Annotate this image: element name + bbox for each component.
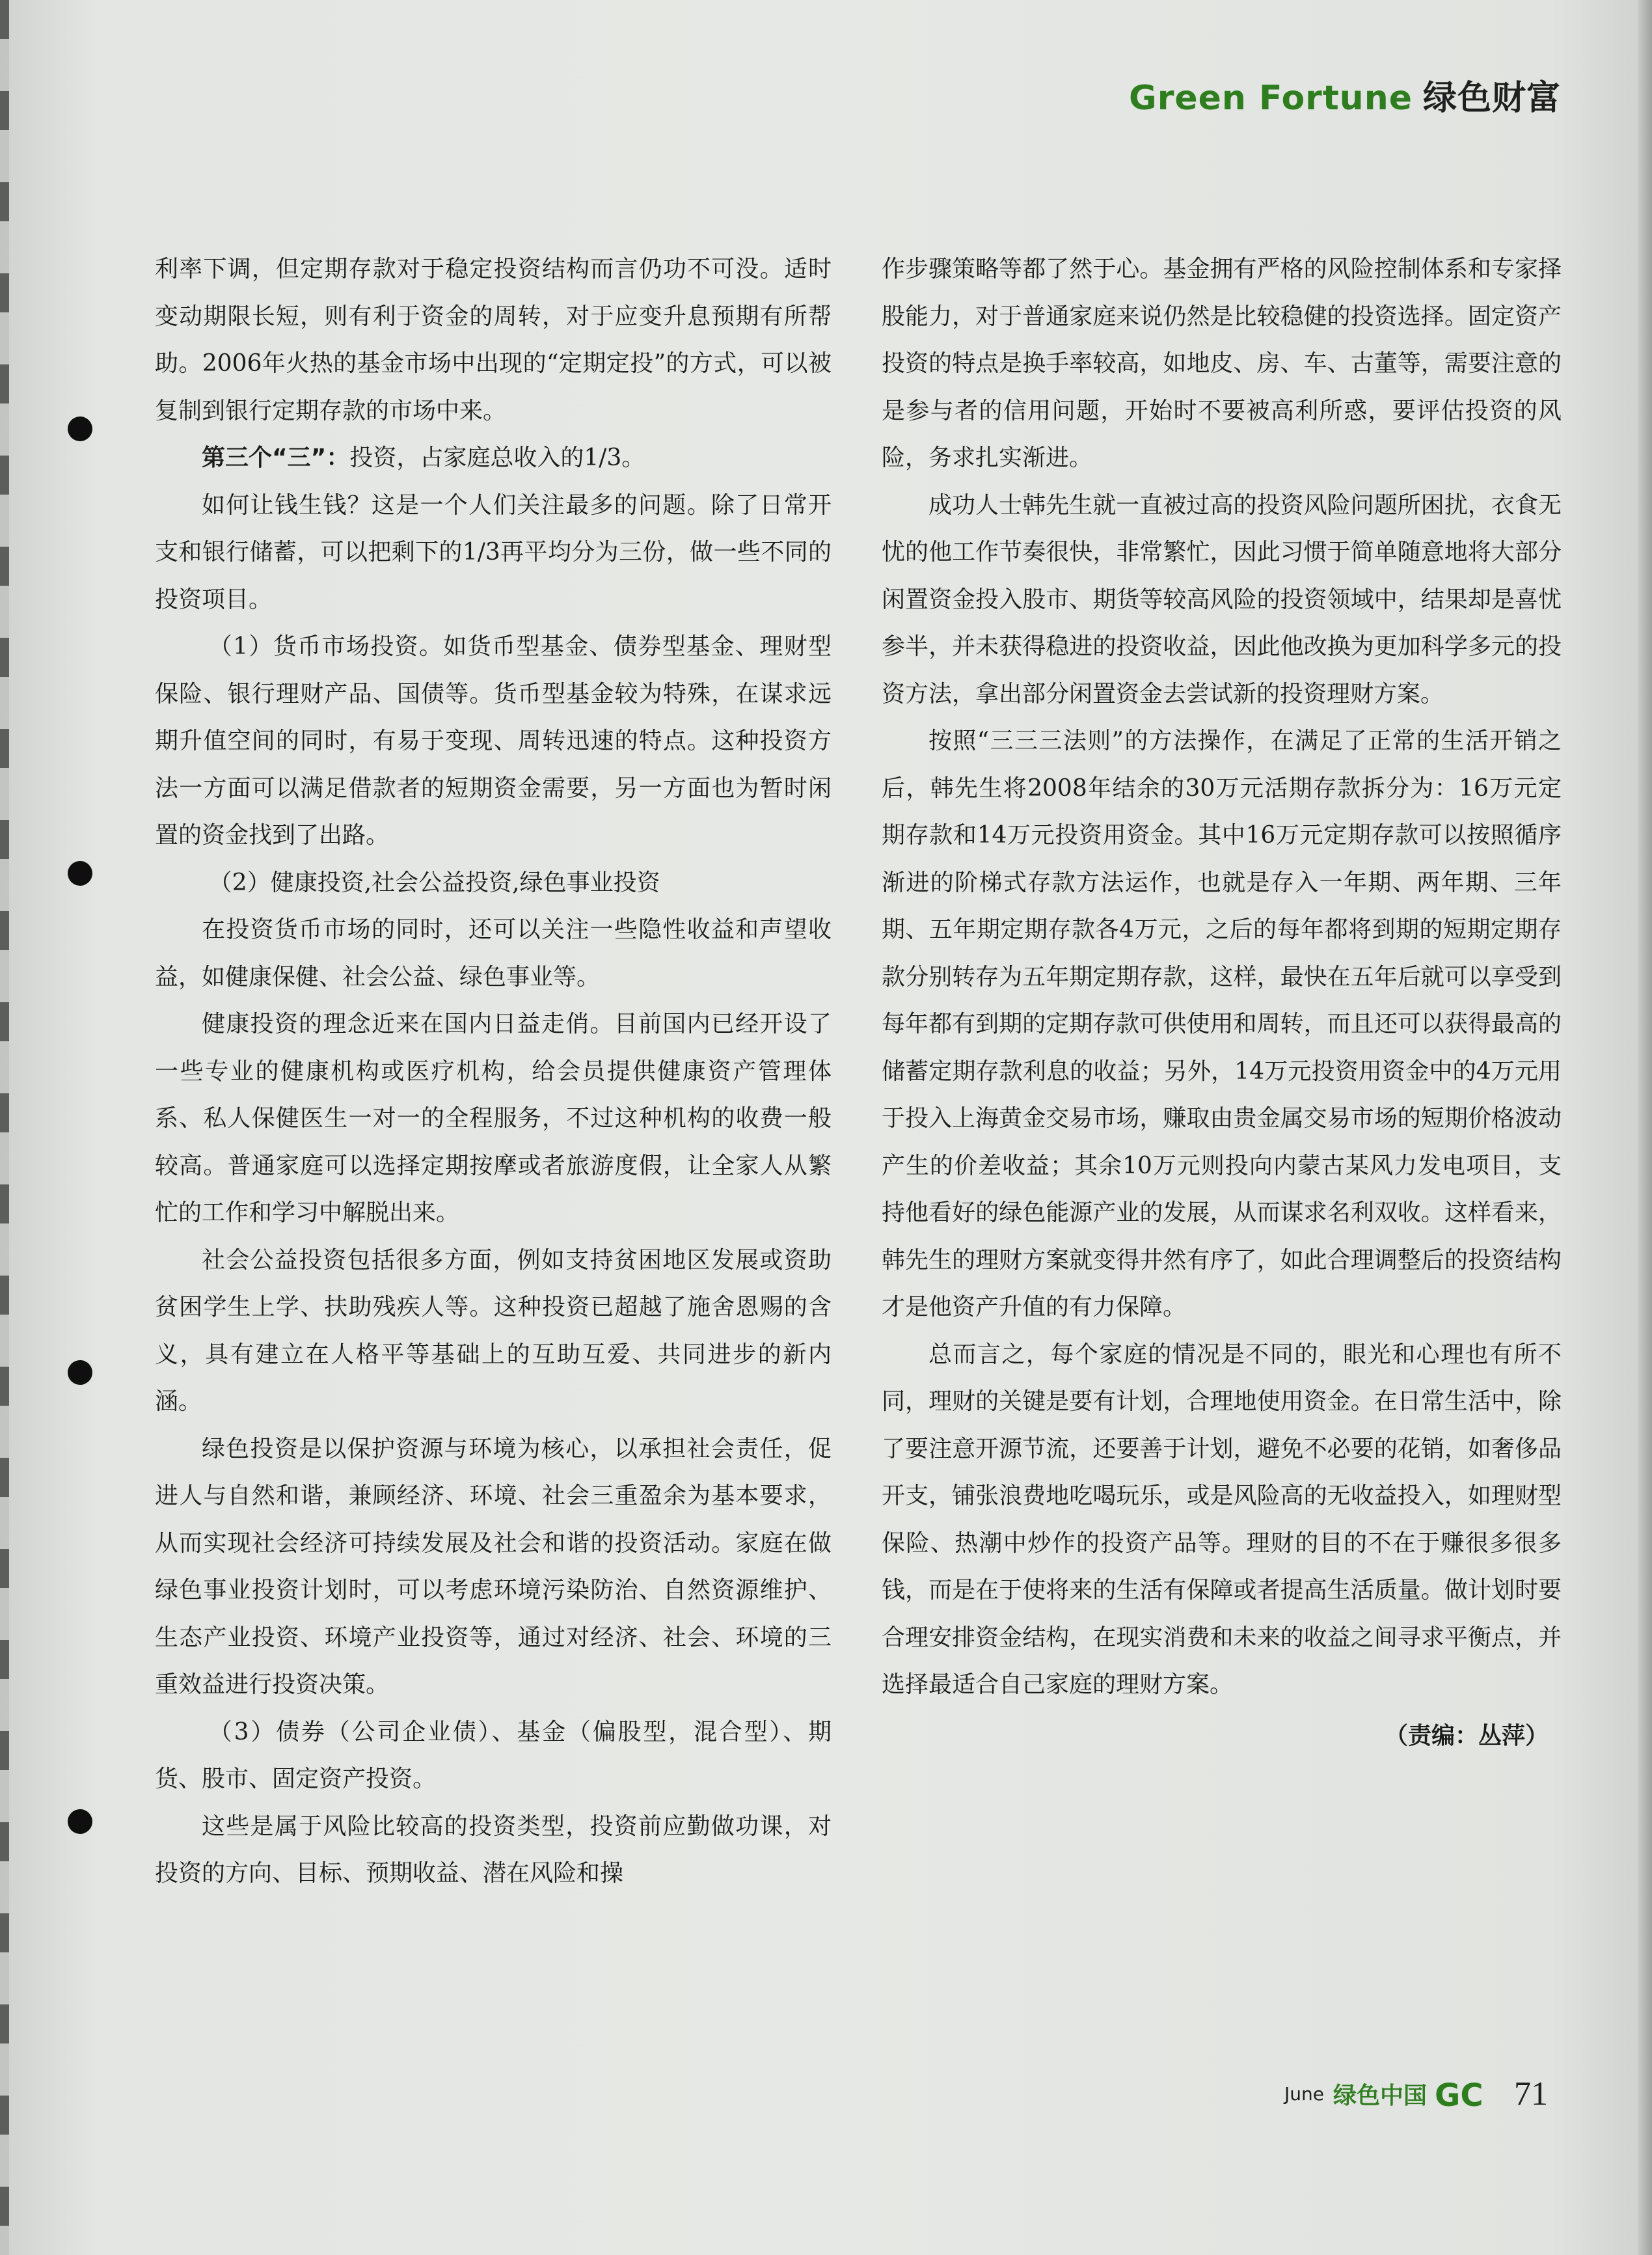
section-title-cn: 绿色财富 bbox=[1422, 79, 1561, 118]
subheading-text: 投资，占家庭总收入的1/3。 bbox=[349, 444, 645, 471]
paragraph: 按照“三三三法则”的方法操作，在满足了正常的生活开销之后，韩先生将2008年结余的30万元活期存款拆分为：16万元定期存款和14万元投资用资金。其中16万元定期存款可以按照循序渐进的阶梯式存款方法运作，也就是存入一年期、两年期、三年期、五年期定期存款各4万元，之后的每年都将到期的短期定期存款分别转存为五年期定期存款，这样，最快在五年后就可以享受到每年都有到期的定期存款可供使用和周转，而且还可以获得最高的储蓄定期存款利息的收益；另外，14万元投资用资金中的4万元用于投入上海黄金交易市场，赚取由贵金属交易市场的短期价格波动产生的价差收益；其余10万元则投向内蒙古某风力发电项目，支持他看好的绿色能源产业的发展，从而谋求名利双收。这样看来，韩先生的理财方案就变得井然有序了，如此合理调整后的投资结构才是他资产升值的有力保障。 bbox=[882, 728, 1562, 1320]
page-footer bbox=[1284, 2075, 1548, 2113]
paragraph: 在投资货币市场的同时，还可以关注一些隐性收益和声望收益，如健康保健、社会公益、绿色事业等。 bbox=[155, 916, 832, 991]
page-number: 71 bbox=[1514, 2075, 1548, 2112]
paragraph: 利率下调，但定期存款对于稳定投资结构而言仍功不可没。适时变动期限长短，则有利于资金的周转，对于应变升息预期有所帮助。2006年火热的基金市场中出现的“定期定投”的方式，可以被复制到银行定期存款的市场中来。 bbox=[155, 256, 832, 424]
punch-hole-dot bbox=[68, 1360, 92, 1385]
left-column bbox=[155, 246, 832, 1898]
subheading-paragraph bbox=[155, 435, 832, 482]
paragraph: （2）健康投资,社会公益投资,绿色事业投资 bbox=[208, 869, 660, 896]
paragraph: 这些是属于风险比较高的投资类型，投资前应勤做功课，对投资的方向、目标、预期收益、潜在风险和操 bbox=[155, 1812, 832, 1887]
paragraph: 健康投资的理念近来在国内日益走俏。目前国内已经开设了一些专业的健康机构或医疗机构，给会员提供健康资产管理体系、私人保健医生一对一的全程服务，不过这种机构的收费一般较高。普通家庭可以选择定期按摩或者旅游度假，让全家人从繁忙的工作和学习中解脱出来。 bbox=[155, 1011, 832, 1226]
punch-hole-dot bbox=[68, 417, 92, 441]
paragraph: 绿色投资是以保护资源与环境为核心，以承担社会责任，促进人与自然和谐，兼顾经济、环境、社会三重盈余为基本要求，从而实现社会经济可持续发展及社会和谐的投资活动。家庭在做绿色事业投资计划时，可以考虑环境污染防治、自然资源维护、生态产业投资、环境产业投资等，通过对经济、社会、环境的三重效益进行投资决策。 bbox=[155, 1435, 832, 1698]
binding-edge bbox=[0, 0, 9, 2255]
subheading: 第三个“三”： bbox=[202, 444, 350, 471]
page-edge-shadow bbox=[1638, 0, 1652, 2255]
section-title-en: Green Fortune bbox=[1129, 79, 1413, 118]
paragraph: 成功人士韩先生就一直被过高的投资风险问题所困扰，衣食无忧的他工作节奏很快，非常繁忙，因此习惯于简单随意地将大部分闲置资金投入股市、期货等较高风险的投资领域中，结果却是喜忧参半，并未获得稳进的投资收益，因此他改换为更加科学多元的投资方法，拿出部分闲置资金去尝试新的投资理财方案。 bbox=[882, 491, 1562, 707]
paragraph: 如何让钱生钱？这是一个人们关注最多的问题。除了日常开支和银行储蓄，可以把剩下的1/3再平均分为三份，做一些不同的投资项目。 bbox=[155, 491, 832, 613]
right-column bbox=[882, 246, 1562, 1760]
paragraph: （3）债券（公司企业债）、基金（偏股型，混合型）、期货、股市、固定资产投资。 bbox=[155, 1718, 832, 1792]
paragraph: 社会公益投资包括很多方面，例如支持贫困地区发展或资助贫困学生上学、扶助残疾人等。这种投资已超越了施舍恩赐的含义，具有建立在人格平等基础上的互助互爱、共同进步的新内涵。 bbox=[155, 1246, 832, 1415]
paragraph: 总而言之，每个家庭的情况是不同的，眼光和心理也有所不同，理财的关键是要有计划，合理地使用资金。在日常生活中，除了要注意开源节流，还要善于计划，避免不必要的花销，如奢侈品开支，铺张浪费地吃喝玩乐，或是风险高的无收益投入，如理财型保险、热潮中炒作的投资产品等。理财的目的不在于赚很多很多钱，而是在于使将来的生活有保障或者提高生活质量。做计划时要合理安排资金结构，在现实消费和未来的收益之间寻求平衡点，并选择最适合自己家庭的理财方案。 bbox=[882, 1341, 1562, 1698]
punch-hole-dot bbox=[68, 1809, 92, 1834]
editor-credit: （责编：丛萍） bbox=[1384, 1722, 1549, 1749]
section-header bbox=[1129, 70, 1561, 119]
paragraph: （1）货币市场投资。如货币型基金、债券型基金、理财型保险、银行理财产品、国债等。货币型基金较为特殊，在谋求远期升值空间的同时，有易于变现、周转迅速的特点。这种投资方法一方面可以满足借款者的短期资金需要，另一方面也为暂时闲置的资金找到了出路。 bbox=[155, 633, 832, 849]
magazine-name: 绿色中国 bbox=[1333, 2083, 1427, 2109]
punch-hole-dot bbox=[68, 861, 92, 886]
issue-month: June bbox=[1284, 2083, 1324, 2105]
logo-text: GC bbox=[1435, 2077, 1483, 2111]
magazine-logo-icon bbox=[1433, 2077, 1496, 2111]
paragraph: 作步骤策略等都了然于心。基金拥有严格的风险控制体系和专家择股能力，对于普通家庭来说仍然是比较稳健的投资选择。固定资产投资的特点是换手率较高，如地皮、房、车、古董等，需要注意的是参与者的信用问题，开始时不要被高利所惑，要评估投资的风险，务求扎实渐进。 bbox=[882, 256, 1562, 471]
